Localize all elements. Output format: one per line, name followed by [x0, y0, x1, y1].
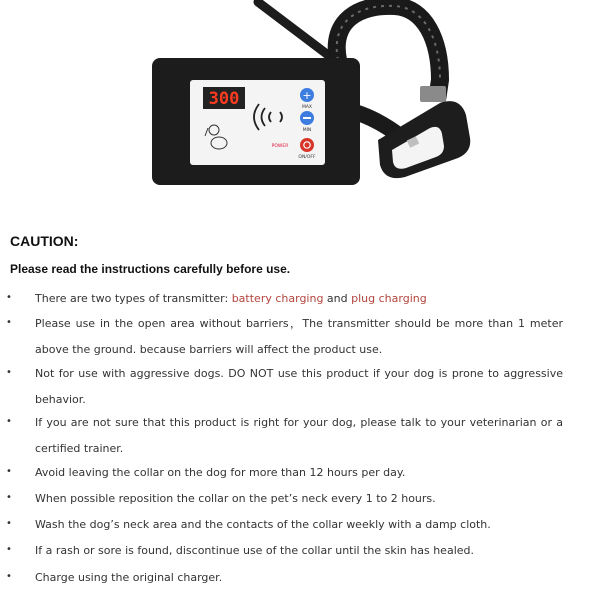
bullet-icon: • — [6, 416, 12, 427]
bullet-icon: • — [6, 544, 12, 555]
collar-buckle — [420, 86, 446, 102]
item-text: There are two types of transmitter: — [35, 292, 232, 305]
antenna — [258, 2, 332, 58]
plug-charging-link: plug charging — [351, 292, 427, 305]
item-text: Avoid leaving the collar on the dog for more than 12 hours per day. — [35, 466, 406, 479]
caution-heading: CAUTION: — [10, 233, 79, 249]
item-text: Please use in the open area without barriers，The transmitter should be more than 1 meter above the ground. because barriers will affect the product use. — [35, 317, 563, 356]
battery-charging-link: battery charging — [231, 292, 324, 305]
item-text: When possible reposition the collar on the pet’s neck every 1 to 2 hours. — [35, 492, 436, 505]
item-text: Wash the dog’s neck area and the contacts of the collar weekly with a damp cloth. — [35, 518, 491, 531]
collar-receiver — [378, 101, 470, 178]
bullet-icon: • — [6, 518, 12, 529]
item-text: Charge using the original charger. — [35, 571, 223, 584]
power-label: POWER — [271, 144, 289, 149]
bullet-icon: • — [6, 571, 12, 582]
bullet-icon: • — [6, 466, 12, 477]
item-text: If you are not sure that this product is right for your dog, please talk to your veterinarian or a certified trainer. — [35, 416, 563, 455]
bullet-icon: • — [6, 317, 12, 328]
item-text: Not for use with aggressive dogs. DO NOT use this product if your dog is prone to aggressive behavior. — [35, 367, 563, 406]
bullet-icon: • — [6, 292, 12, 303]
svg-text:+: + — [302, 89, 312, 102]
min-label: MIN — [302, 128, 312, 133]
power-button[interactable] — [300, 138, 314, 152]
display-readout: 300 — [208, 89, 240, 109]
bullet-icon: • — [6, 492, 12, 503]
instruction-heading: Please read the instructions carefully before use. — [10, 262, 291, 276]
transmitter — [152, 58, 360, 185]
product-photo — [0, 0, 600, 215]
item-text: If a rash or sore is found, discontinue use of the collar until the skin has healed. — [35, 544, 474, 557]
item-text: and — [323, 292, 352, 305]
bullet-icon: • — [6, 367, 12, 378]
max-label: MAX — [301, 105, 313, 110]
onoff-label: ON/OFF — [298, 155, 316, 160]
